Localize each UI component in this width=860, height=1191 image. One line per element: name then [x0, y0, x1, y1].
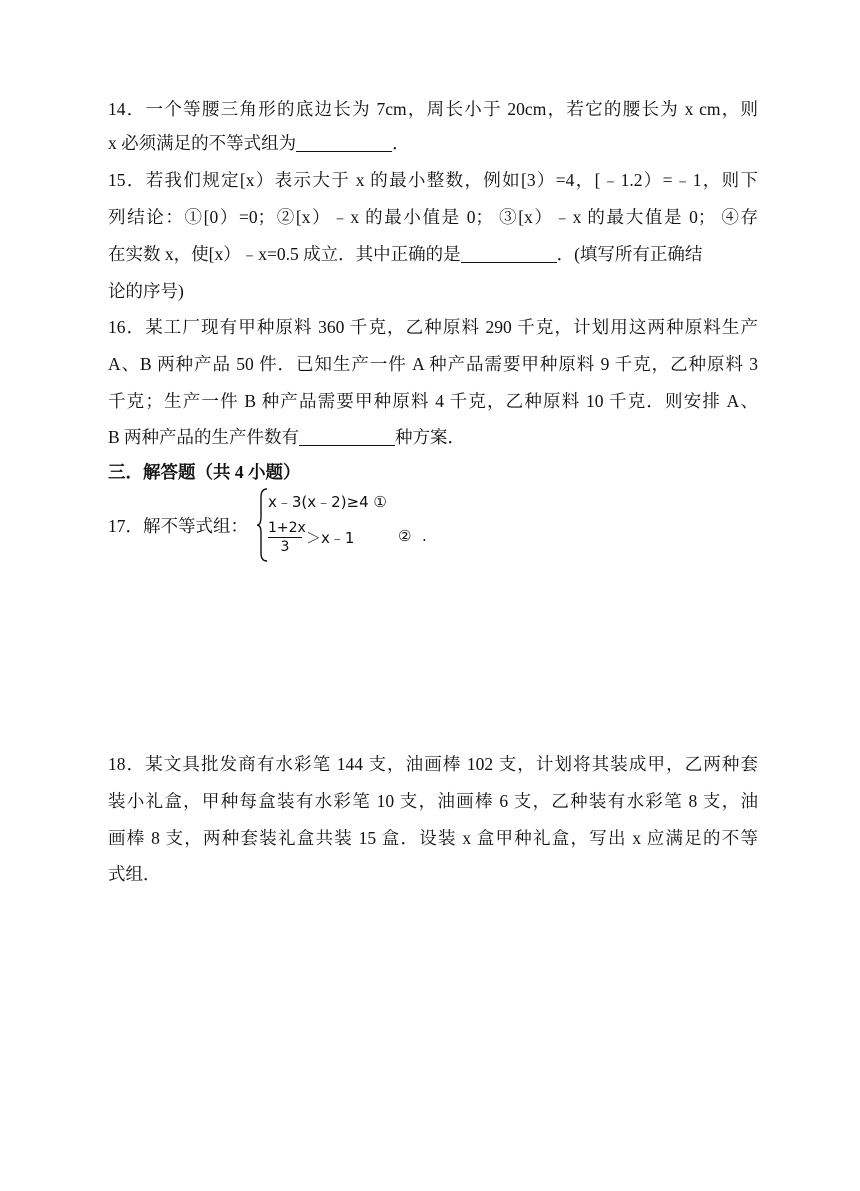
system-row-2-marker: ② — [398, 527, 412, 545]
fraction — [268, 519, 306, 556]
q14-line2-end: ． — [392, 133, 410, 153]
fraction-denominator: 3 — [280, 539, 290, 555]
q14-line1: 14．一个等腰三角形的底边长为 7cm，周长小于 20cm，若它的腰长为 x cm，则 — [108, 99, 758, 119]
q18-line1: 18．某文具批发商有水彩笔 144 支，油画棒 102 支，计划将其装成甲，乙两种套 — [108, 754, 758, 774]
q16-line4 — [108, 425, 758, 449]
q16-line4-end: 种方案． — [395, 427, 466, 447]
q15-line1: 15．若我们规定[x）表示大于 x 的最小整数，例如[3）=4，[﹣1.2）=﹣1，则下 — [108, 170, 758, 190]
system-row-1: x﹣3(x﹣2)≥4 ① — [268, 493, 387, 511]
q17-prompt: 17．解不等式组： — [108, 516, 248, 536]
system-end-period: . — [422, 527, 427, 545]
q15-line3 — [108, 242, 758, 266]
q15-answer-blank[interactable] — [461, 244, 557, 263]
system-row-2: ＞x﹣1 — [306, 529, 355, 547]
q14-line2 — [108, 131, 758, 155]
q18-line2: 装小礼盒，甲种每盒装有水彩笔 10 支，油画棒 6 支，乙种装有水彩笔 8 支，油 — [108, 791, 758, 811]
q16-line3: 千克；生产一件 B 种产品需要甲种原料 4 千克，乙种原料 10 千克．则安排 A、 — [108, 391, 758, 411]
q15-line4: 论的序号) — [108, 281, 184, 301]
inequality-system — [256, 487, 456, 563]
q16-line1: 16．某工厂现有甲种原料 360 千克，乙种原料 290 千克，计划用这两种原料生产 — [108, 317, 758, 337]
q18-line3: 画棒 8 支，两种套装礼盒共装 15 盒．设装 x 盒甲种礼盒，写出 x 应满足的不等 — [108, 828, 758, 848]
q16-answer-blank[interactable] — [299, 427, 395, 446]
section-heading: 三．解答题（共 4 小题） — [108, 462, 301, 482]
q15-line2: 列结论：①[0）=0；②[x）﹣x 的最小值是 0； ③[x）﹣x 的最大值是 0； ④存 — [108, 207, 758, 227]
q14-line2-text: x 必须满足的不等式组为 — [108, 133, 297, 153]
q15-line3-end: ．(填写所有正确结 — [556, 244, 703, 264]
q16-line4-text: B 两种产品的生产件数有 — [108, 427, 300, 447]
fraction-numerator: 1+2x — [268, 520, 306, 536]
q16-line2: A、B 两种产品 50 件．已知生产一件 A 种产品需要甲种原料 9 千克，乙种原料 3 — [108, 354, 758, 374]
q14-answer-blank[interactable] — [296, 133, 392, 152]
q15-line3-text: 在实数 x，使[x）﹣x=0.5 成立．其中正确的是 — [108, 244, 461, 264]
q18-line4: 式组． — [108, 864, 161, 884]
